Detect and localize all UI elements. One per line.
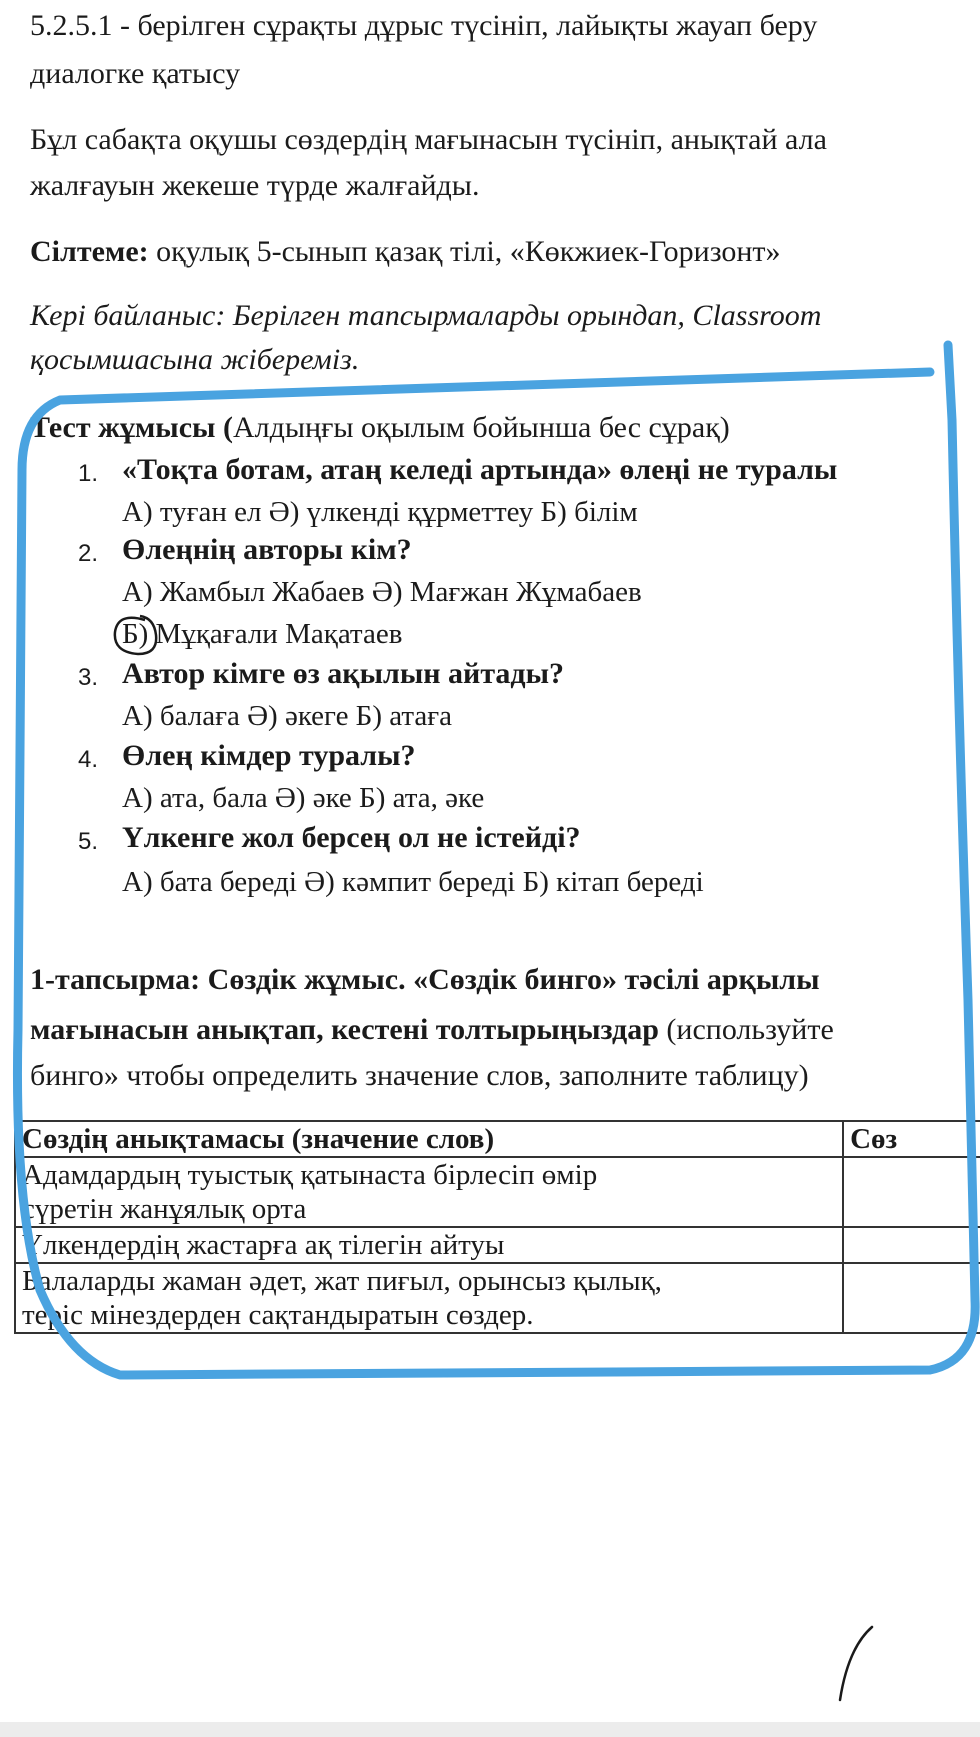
intro-line-1: Бұл сабақта оқушы сөздердің мағынасын түсініп, анықтай ала	[30, 123, 827, 156]
question-1-answers: А) туған ел Ә) үлкенді құрметтеу Б) білім	[122, 496, 638, 528]
question-4-answers: А) ата, бала Ә) әке Б) ата, әке	[122, 782, 485, 814]
definition-line: сүретін жанұялық орта	[22, 1193, 307, 1225]
question-3-number: 3.	[78, 664, 99, 691]
question-2-answers-line-2: Б) Мұқағали Мақатаев	[122, 618, 403, 650]
question-1-text: «Тоқта ботам, атаң келеді артында» өлеңі не туралы	[122, 453, 838, 486]
feedback-line-2: қосымшасына жібереміз.	[30, 343, 360, 376]
objective-line-1: 5.2.5.1 - берілген сұрақты дұрыс түсініп, лайықты жауап беру	[30, 9, 818, 42]
reference-label: Сілтеме:	[30, 235, 149, 268]
definition-line: теріс мінездерден сақтандыратын сөздер.	[22, 1299, 534, 1331]
question-2-number: 2.	[78, 540, 99, 567]
header-word: Сөз	[843, 1121, 980, 1157]
task1-line-2-rest: (используйте	[658, 1013, 834, 1046]
reference-text: оқулық 5-сынып қазақ тілі, «Көкжиек-Горизонт»	[148, 235, 781, 268]
intro-line-2: жалғауын жекеше түрде жалғайды.	[30, 169, 480, 202]
definition-line: Үлкендердің жастарға ақ тілегін айтуы	[22, 1229, 505, 1261]
objective-line-2: диалогке қатысу	[30, 57, 241, 90]
question-5-answers: А) бата береді Ә) кәмпит береді Б) кітап береді	[122, 866, 704, 898]
question-1-number: 1.	[78, 460, 99, 487]
blue-highlight-outline	[17, 345, 975, 1375]
question-5-text: Үлкенге жол берсең ол не істейді?	[122, 821, 581, 854]
question-3-answers: А) балаға Ә) әкеге Б) атаға	[122, 700, 453, 732]
question-4-number: 4.	[78, 746, 99, 773]
task1-line-3: бинго» чтобы определить значение слов, заполните таблицу)	[30, 1059, 809, 1092]
question-5-number: 5.	[78, 828, 99, 855]
task1-line-2-bold: мағынасын анықтап, кестені толтырыңыздар	[30, 1013, 659, 1046]
answer-circle-mark	[115, 616, 156, 654]
question-3-text: Автор кімге өз ақылын айтады?	[122, 657, 565, 690]
test-title-rest: Алдыңғы оқылым бойынша бес сұрақ)	[232, 411, 730, 444]
definition-line: Балаларды жаман әдет, жат пиғыл, орынсыз қылық,	[22, 1265, 662, 1297]
test-title-bold: Тест жұмысы (	[30, 411, 233, 444]
feedback-line-1: Кері байланыс: Берілген тапсырмаларды орындап, Classroom	[30, 299, 822, 332]
question-2-answers: А) Жамбыл Жабаев Ә) Мағжан Жұмабаев	[122, 576, 642, 608]
pen-stroke-mark	[840, 1627, 872, 1700]
question-4-text: Өлең кімдер туралы?	[122, 739, 416, 772]
question-2-text: Өлеңнің авторы кім?	[122, 533, 412, 566]
definition-line: Адамдардың туыстық қатынаста бірлесіп өмір	[22, 1159, 598, 1191]
header-definition: Сөздің анықтамасы (значение слов)	[15, 1121, 843, 1157]
task1-line-1: 1-тапсырма: Сөздік жұмыс. «Сөздік бинго» тәсілі арқылы	[30, 963, 820, 996]
